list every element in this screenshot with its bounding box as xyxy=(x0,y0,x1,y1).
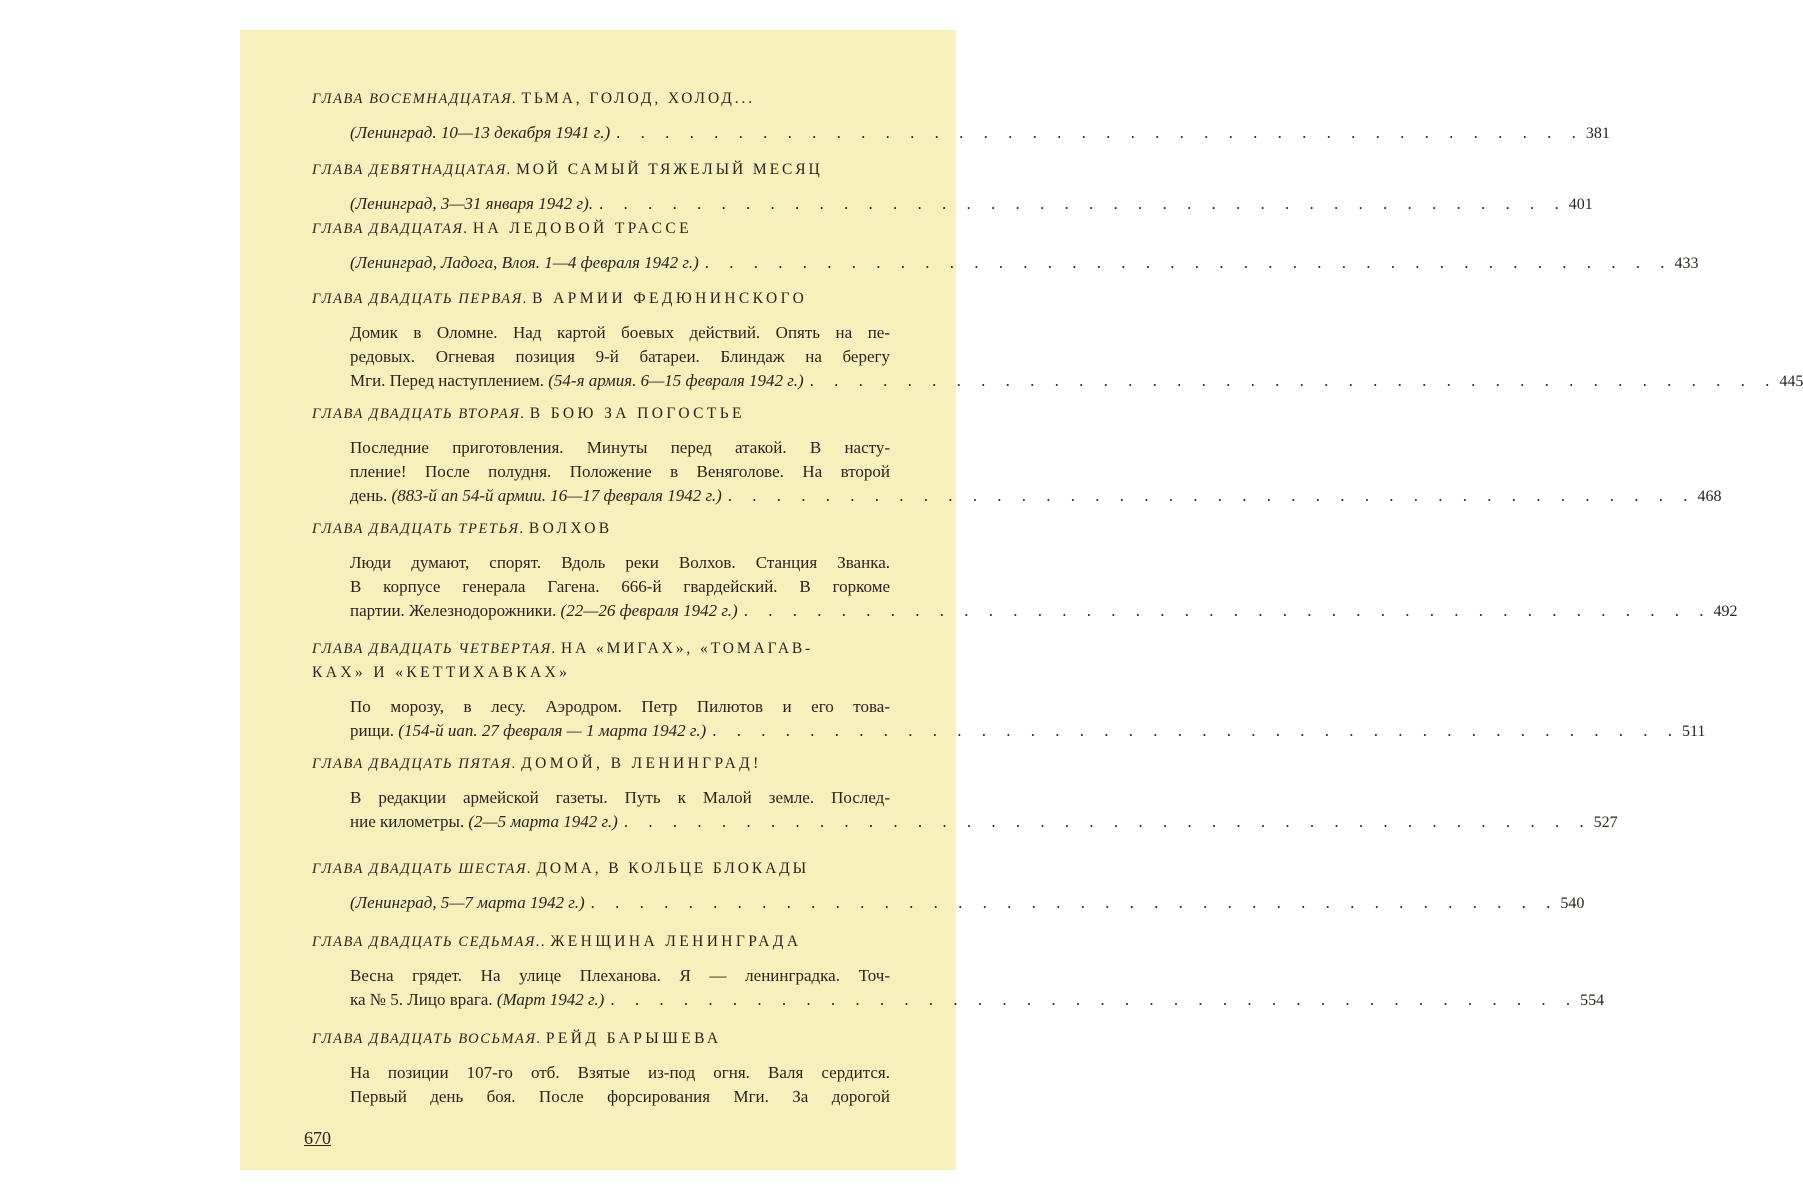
chapter-number: ГЛАВА ДЕВЯТНАДЦАТАЯ. xyxy=(312,162,513,178)
toc-entry xyxy=(312,930,1605,1012)
summary-line-with-page xyxy=(350,599,1738,623)
summary-line xyxy=(350,321,930,345)
summary-line xyxy=(350,551,930,575)
summary-line xyxy=(350,345,930,369)
toc-entry xyxy=(312,1027,930,1109)
chapter-title: ВОЛХОВ xyxy=(528,520,613,537)
toc-entry xyxy=(312,87,1610,145)
summary-text: В корпусе генерала Гагена. 666-й гвардейский. В горкоме xyxy=(350,577,890,596)
chapter-title: РЕЙД БАРЫШЕВА xyxy=(545,1030,722,1047)
dot-leader: . . . . . . . . . . . . . . . . . . . . . . . . . . . . . . . . . . . . . . . . xyxy=(712,721,1680,740)
toc-entry xyxy=(312,517,1738,623)
summary-text xyxy=(350,988,604,1012)
chapter-heading xyxy=(312,637,930,661)
summary-line xyxy=(350,460,930,484)
summary-line-with-page xyxy=(350,810,1618,834)
chapter-number: ГЛАВА ДВАДЦАТЬ ВОСЬМАЯ. xyxy=(312,1031,542,1047)
summary-line-with-page xyxy=(350,484,1722,508)
summary-line xyxy=(350,575,930,599)
date-range: (54-я армия. 6—15 февраля 1942 г.) xyxy=(548,371,804,390)
summary-text xyxy=(350,484,722,508)
summary-line xyxy=(350,1085,930,1109)
chapter-heading xyxy=(312,287,930,311)
summary-text: Последние приготовления. Минуты перед атакой. В насту- xyxy=(350,438,890,457)
date-range: (883-й ап 54-й армии. 16—17 февраля 1942 г.) xyxy=(391,486,722,505)
dot-leader: . . . . . . . . . . . . . . . . . . . . . . . . . . . . . . . . . . . . . . . . xyxy=(809,371,1778,390)
page-number: 527 xyxy=(1593,814,1618,831)
toc-entry xyxy=(312,637,1706,743)
summary-line xyxy=(350,695,930,719)
date-range: (22—26 февраля 1942 г.) xyxy=(560,601,738,620)
summary-line-with-page xyxy=(350,192,1593,216)
summary-text-plain: рищи. xyxy=(350,721,399,740)
chapter-number: ГЛАВА ДВАДЦАТЬ ТРЕТЬЯ. xyxy=(312,521,525,537)
date-range: (Ленинград, 5—7 марта 1942 г.) xyxy=(350,893,585,912)
page-number: 381 xyxy=(1585,125,1610,142)
summary-text: На позиции 107-го отб. Взятые из-под огня. Валя сердится. xyxy=(350,1063,890,1082)
chapter-title: МОЙ САМЫЙ ТЯЖЕЛЫЙ МЕСЯЦ xyxy=(516,161,823,178)
chapter-number: ГЛАВА ДВАДЦАТЬ СЕДЬМАЯ.. xyxy=(312,934,547,950)
toc-entry xyxy=(312,402,1722,508)
summary-text-plain: партии. Железнодорожники. xyxy=(350,601,561,620)
summary-text xyxy=(350,599,738,623)
book-page xyxy=(240,30,1803,1170)
summary-text-plain: день. xyxy=(350,486,392,505)
summary-text: Люди думают, спорят. Вдоль реки Волхов. Станция Званка. xyxy=(350,553,890,572)
chapter-heading xyxy=(312,752,930,776)
summary-text xyxy=(350,192,593,216)
summary-text xyxy=(350,121,610,145)
chapter-title: В БОЮ ЗА ПОГОСТЬЕ xyxy=(529,405,745,422)
chapter-heading xyxy=(312,857,930,881)
summary-text: Весна грядет. На улице Плеханова. Я — ленинградка. Точ- xyxy=(350,966,890,985)
date-range: (Март 1942 г.) xyxy=(496,990,605,1009)
chapter-heading xyxy=(312,158,930,182)
date-range: (Ленинград, 3—31 января 1942 г). xyxy=(350,194,594,213)
summary-text xyxy=(350,369,804,393)
folio-page-number: 670 xyxy=(304,1128,331,1148)
date-range: (Ленинград, Ладога, Влоя. 1—4 февраля 1942 г.) xyxy=(350,253,699,272)
summary-text xyxy=(350,251,699,275)
date-range: (2—5 марта 1942 г.) xyxy=(468,812,618,831)
summary-line-with-page xyxy=(350,719,1706,743)
summary-text: пление! После полудня. Положение в Веняголове. На второй xyxy=(350,462,890,481)
toc-entry xyxy=(312,752,1618,834)
chapter-title: НА ЛЕДОВОЙ ТРАССЕ xyxy=(472,220,692,237)
page-number: 492 xyxy=(1713,603,1738,620)
date-range: (Ленинград. 10—13 декабря 1941 г.) xyxy=(350,123,611,142)
summary-text: Первый день боя. После форсирования Мги. За дорогой xyxy=(350,1087,890,1106)
chapter-number: ГЛАВА ДВАДЦАТЬ ВТОРАЯ. xyxy=(312,406,526,422)
page-number: 401 xyxy=(1568,196,1593,213)
chapter-title: ДОМА, В КОЛЬЦЕ БЛОКАДЫ xyxy=(536,860,810,877)
toc-entry xyxy=(312,217,1699,275)
summary-line xyxy=(350,1061,930,1085)
dot-leader: . . . . . . . . . . . . . . . . . . . . . . . . . . . . . . . . . . . . . . . . xyxy=(590,893,1559,912)
chapter-title: В АРМИИ ФЕДЮНИНСКОГО xyxy=(532,290,808,307)
summary-text-plain: ка № 5. Лицо врага. xyxy=(350,990,497,1009)
page-number: 511 xyxy=(1681,723,1706,740)
page-number: 468 xyxy=(1697,488,1722,505)
summary-line-with-page xyxy=(350,988,1605,1012)
chapter-heading xyxy=(312,217,930,241)
summary-line xyxy=(350,786,930,810)
toc-entry xyxy=(312,857,1585,915)
chapter-title-continued xyxy=(312,661,930,685)
chapter-number: ГЛАВА ДВАДЦАТАЯ. xyxy=(312,221,469,237)
summary-text: редовых. Огневая позиция 9-й батареи. Блиндаж на берегу xyxy=(350,347,890,366)
summary-line-with-page xyxy=(350,369,1803,393)
summary-text-plain: ние километры. xyxy=(350,812,469,831)
chapter-heading xyxy=(312,1027,930,1051)
chapter-title: ДОМОЙ, В ЛЕНИНГРАД! xyxy=(521,755,762,772)
summary-text xyxy=(350,719,706,743)
date-range: (154-й иап. 27 февраля — 1 марта 1942 г.) xyxy=(398,721,707,740)
dot-leader: . . . . . . . . . . . . . . . . . . . . . . . . . . . . . . . . . . . . . . . . xyxy=(727,486,1696,505)
summary-text: По морозу, в лесу. Аэродром. Петр Пилютов и его това- xyxy=(350,697,890,716)
chapter-number: ГЛАВА ДВАДЦАТЬ ШЕСТАЯ. xyxy=(312,861,533,877)
page-number: 554 xyxy=(1580,992,1605,1009)
dot-leader: . . . . . . . . . . . . . . . . . . . . . . . . . . . . . . . . . . . . . . . . xyxy=(743,601,1712,620)
dot-leader: . . . . . . . . . . . . . . . . . . . . . . . . . . . . . . . . . . . . . . . . xyxy=(599,194,1567,213)
chapter-number: ГЛАВА ВОСЕМНАДЦАТАЯ. xyxy=(312,91,518,107)
toc-entry xyxy=(312,287,1803,393)
chapter-title: ТЬМА, ГОЛОД, ХОЛОД... xyxy=(521,90,756,107)
summary-text: В редакции армейской газеты. Путь к Малой земле. Послед- xyxy=(350,788,890,807)
dot-leader: . . . . . . . . . . . . . . . . . . . . . . . . . . . . . . . . . . . . . . . . xyxy=(704,253,1673,272)
chapter-heading xyxy=(312,930,930,954)
summary-text xyxy=(350,891,585,915)
page-number: 445 xyxy=(1779,373,1803,390)
chapter-heading xyxy=(312,402,930,426)
chapter-heading xyxy=(312,87,930,111)
chapter-number: ГЛАВА ДВАДЦАТЬ ПЕРВАЯ. xyxy=(312,291,529,307)
summary-line-with-page xyxy=(350,251,1699,275)
dot-leader: . . . . . . . . . . . . . . . . . . . . . . . . . . . . . . . . . . . . . . . . xyxy=(610,990,1579,1009)
summary-text: Домик в Оломне. Над картой боевых действий. Опять на пе- xyxy=(350,323,890,342)
toc-entry xyxy=(312,158,1593,216)
page-number: 433 xyxy=(1674,255,1699,272)
chapter-title: КАХ» И «КЕТТИХАВКАХ» xyxy=(312,664,571,681)
chapter-title: ЖЕНЩИНА ЛЕНИНГРАДА xyxy=(550,933,802,950)
chapter-heading xyxy=(312,517,930,541)
summary-text xyxy=(350,810,618,834)
summary-line xyxy=(350,436,930,460)
summary-line-with-page xyxy=(350,891,1585,915)
page-number: 540 xyxy=(1560,895,1585,912)
summary-line-with-page xyxy=(350,121,1610,145)
chapter-title: НА «МИГАХ», «ТОМАГАВ- xyxy=(561,640,814,657)
summary-text-plain: Мги. Перед наступлением. xyxy=(350,371,549,390)
chapter-number: ГЛАВА ДВАДЦАТЬ ПЯТАЯ. xyxy=(312,756,518,772)
dot-leader: . . . . . . . . . . . . . . . . . . . . . . . . . . . . . . . . . . . . . . . . xyxy=(616,123,1584,142)
dot-leader: . . . . . . . . . . . . . . . . . . . . . . . . . . . . . . . . . . . . . . . . xyxy=(623,812,1592,831)
summary-line xyxy=(350,964,930,988)
chapter-number: ГЛАВА ДВАДЦАТЬ ЧЕТВЕРТАЯ. xyxy=(312,641,558,657)
